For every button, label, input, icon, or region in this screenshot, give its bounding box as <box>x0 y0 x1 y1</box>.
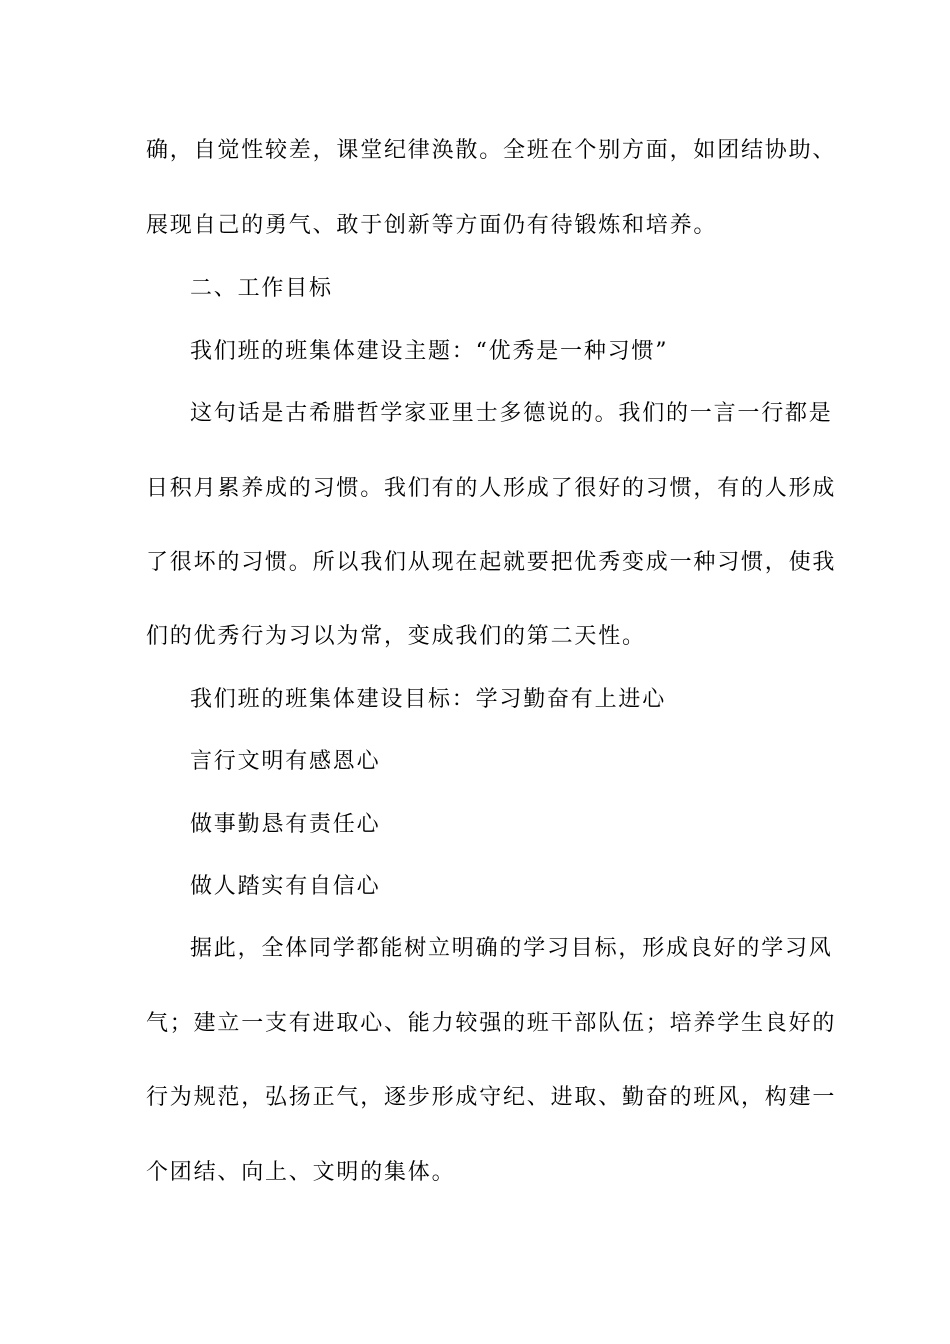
list-item: 做事勤恳有责任心 <box>190 812 381 837</box>
paragraph-line: 我们班的班集体建设主题：“优秀是一种习惯” <box>190 339 669 364</box>
paragraph-line: 据此，全体同学都能树立明确的学习目标，形成良好的学习风 <box>190 936 833 961</box>
list-item: 做人踏实有自信心 <box>190 874 381 899</box>
paragraph-line: 们的优秀行为习以为常，变成我们的第二天性。 <box>146 624 646 649</box>
paragraph-line: 确，自觉性较差，课堂纪律涣散。全班在个别方面，如团结协助、 <box>146 138 837 163</box>
section-heading: 二、工作目标 <box>190 276 333 301</box>
paragraph-line: 日积月累养成的习惯。我们有的人形成了很好的习惯，有的人形成 <box>146 476 837 501</box>
paragraph-line: 这句话是古希腊哲学家亚里士多德说的。我们的一言一行都是 <box>190 401 833 426</box>
paragraph-line: 了很坏的习惯。所以我们从现在起就要把优秀变成一种习惯，使我 <box>146 550 837 575</box>
paragraph-line: 我们班的班集体建设目标：学习勤奋有上进心 <box>190 687 667 712</box>
list-item: 言行文明有感恩心 <box>190 749 381 774</box>
paragraph-line: 气；建立一支有进取心、能力较强的班干部队伍；培养学生良好的 <box>146 1011 837 1036</box>
paragraph-line: 展现自己的勇气、敢于创新等方面仍有待锻炼和培养。 <box>146 213 718 238</box>
paragraph-line: 个团结、向上、文明的集体。 <box>146 1160 456 1185</box>
paragraph-line: 行为规范，弘扬正气，逐步形成守纪、进取、勤奋的班风，构建一 <box>146 1085 837 1110</box>
